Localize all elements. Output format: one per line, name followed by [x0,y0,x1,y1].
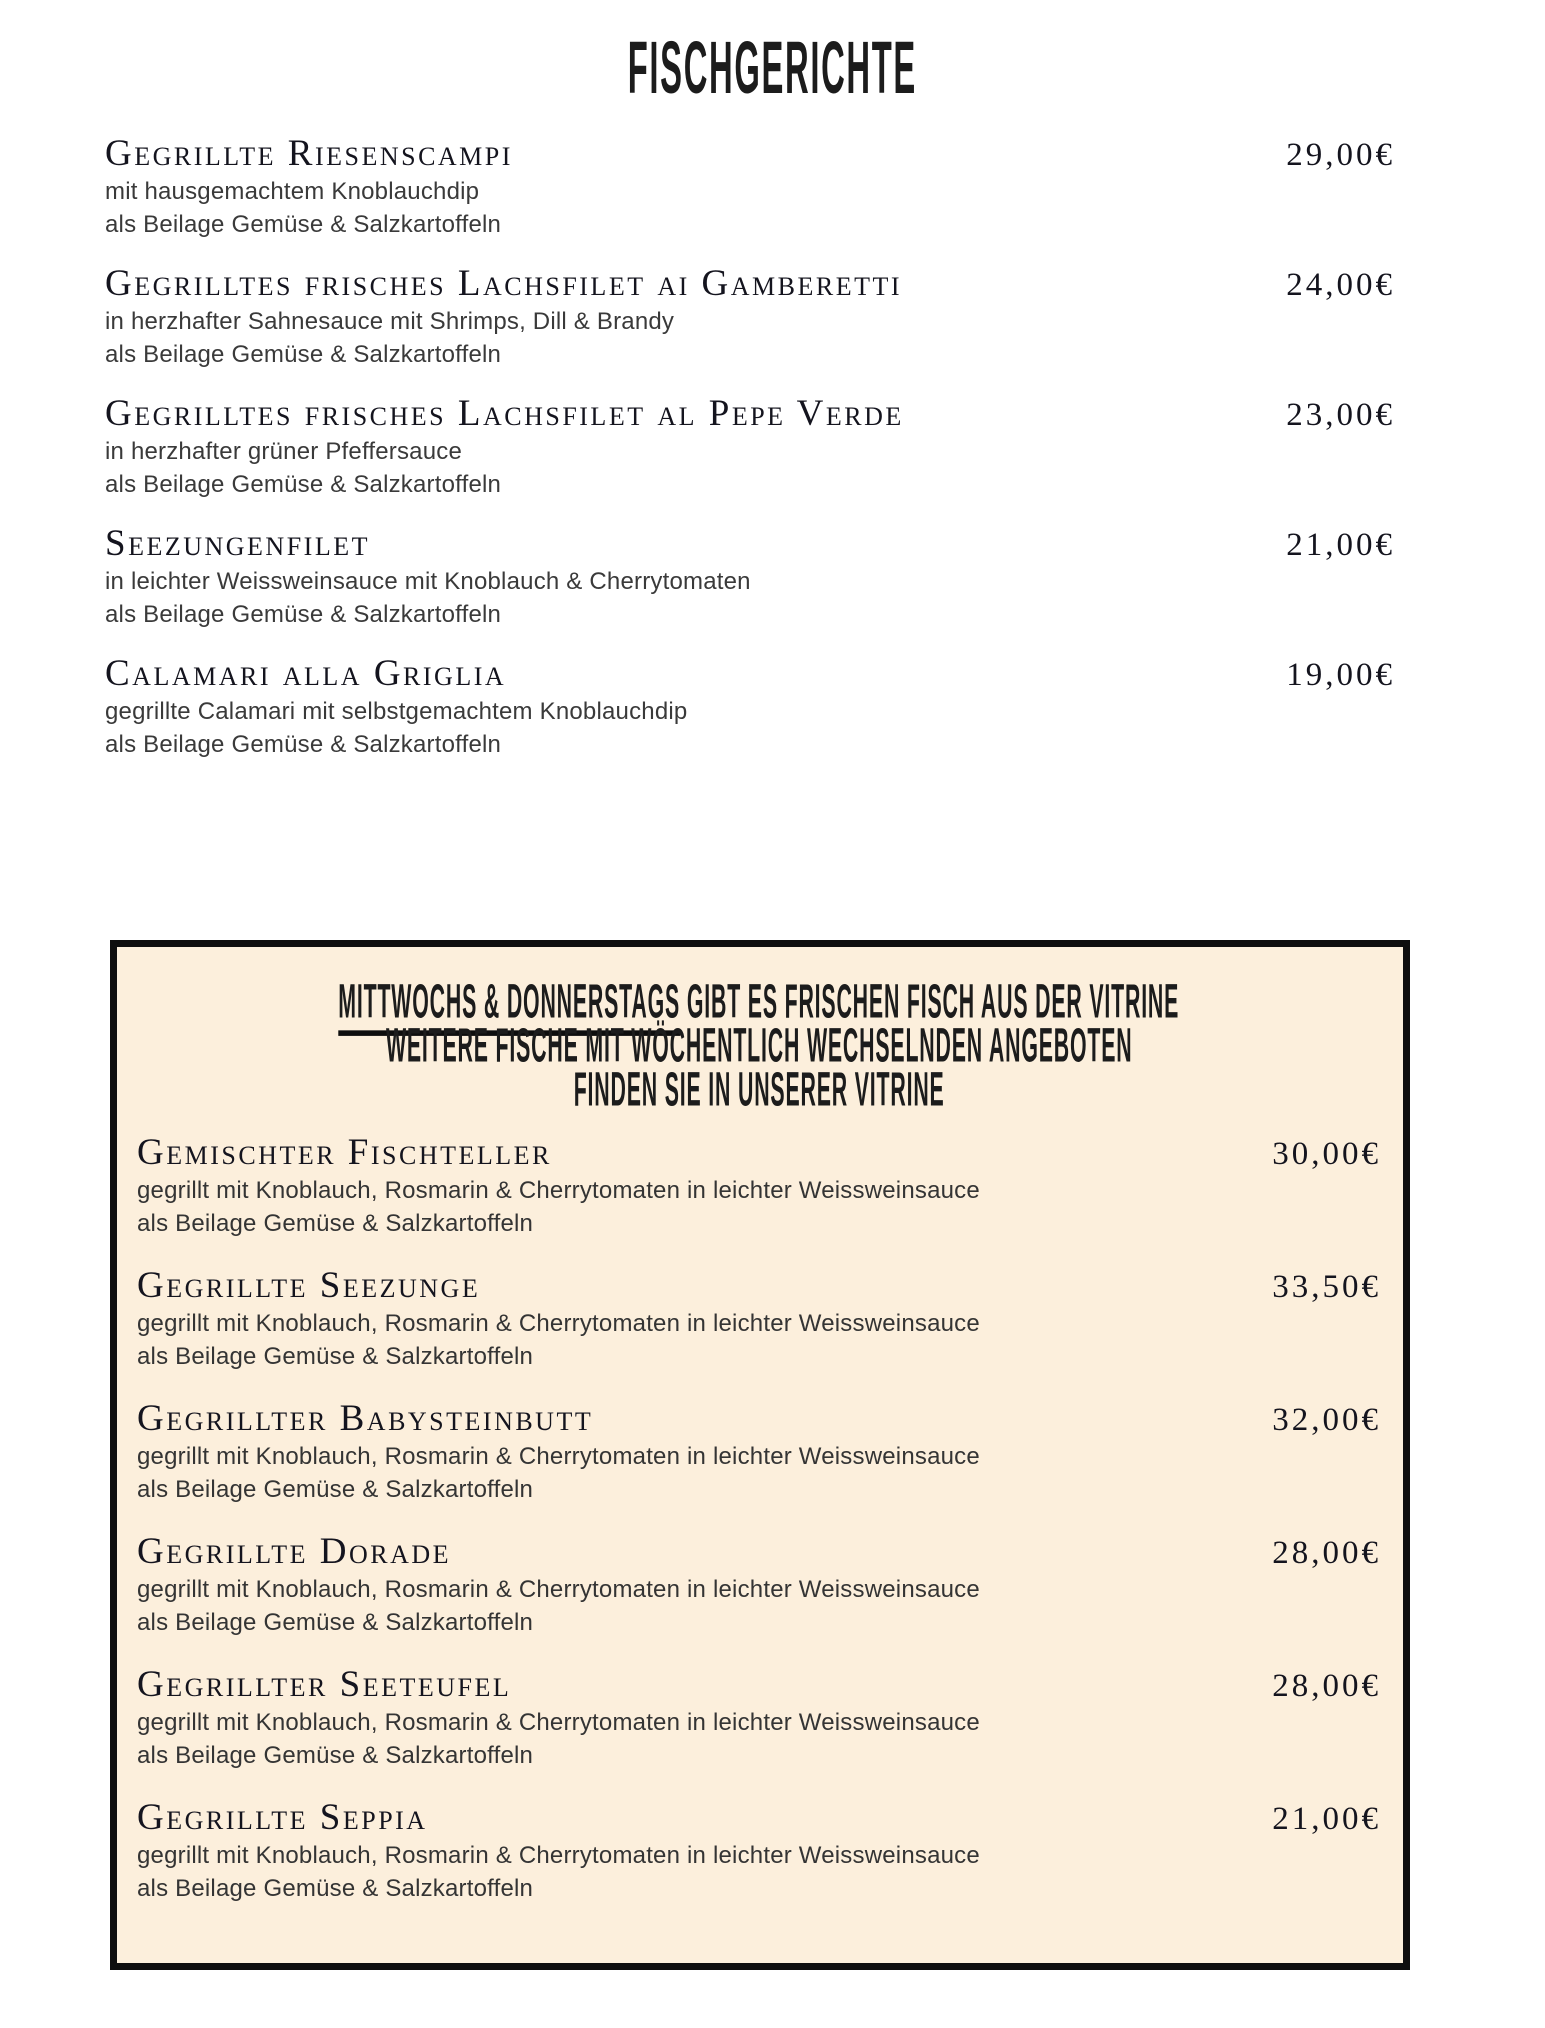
item-name: Gegrilltes frisches Lachsfilet ai Gamberetti [105,263,902,304]
menu-item [105,522,1395,631]
item-head [105,392,1395,435]
item-description-line: in herzhafter grüner Pfeffersauce [105,438,463,465]
item-description-line: gegrillt mit Knoblauch, Rosmarin & Cherrytomaten in leichter Weissweinsauce [137,1709,980,1736]
item-side-line: als Beilage Gemüse & Salzkartoffeln [105,341,502,368]
item-side-line: als Beilage Gemüse & Salzkartoffeln [137,1609,534,1636]
item-name: Gegrillte Dorade [137,1531,452,1572]
item-side-line: als Beilage Gemüse & Salzkartoffeln [137,1210,534,1237]
specials-header-line1 [137,973,1381,1029]
item-head [137,1663,1381,1706]
item-price: 29,00€ [1286,137,1395,173]
item-price: 23,00€ [1286,397,1395,433]
specials-header [137,973,1381,1117]
item-head [137,1796,1381,1839]
item-name: Seezungenfilet [105,523,370,564]
item-description-line: in leichter Weissweinsauce mit Knoblauch & Cherrytomaten [105,568,751,595]
item-head [137,1397,1381,1440]
item-description-line: gegrillt mit Knoblauch, Rosmarin & Cherrytomaten in leichter Weissweinsauce [137,1177,980,1204]
item-price: 24,00€ [1286,267,1395,303]
item-side-line: als Beilage Gemüse & Salzkartoffeln [137,1476,534,1503]
item-name: Gegrilltes frisches Lachsfilet al Pepe Verde [105,393,904,434]
item-price: 21,00€ [1286,527,1395,563]
menu-item [137,1530,1381,1639]
item-side-line: als Beilage Gemüse & Salzkartoffeln [105,601,502,628]
menu-item [137,1663,1381,1772]
item-price: 28,00€ [1272,1668,1381,1704]
item-description-line: gegrillt mit Knoblauch, Rosmarin & Cherrytomaten in leichter Weissweinsauce [137,1576,980,1603]
item-price: 33,50€ [1272,1269,1381,1305]
item-description-line: gegrillt mit Knoblauch, Rosmarin & Cherrytomaten in leichter Weissweinsauce [137,1443,980,1470]
page-title-area [0,28,1545,118]
item-head [105,262,1395,305]
item-price: 30,00€ [1272,1136,1381,1172]
item-head [105,522,1395,565]
item-price: 32,00€ [1272,1402,1381,1438]
item-side-line: als Beilage Gemüse & Salzkartoffeln [137,1742,534,1769]
item-name: Gegrillter Babysteinbutt [137,1398,594,1439]
item-name: Gemischter Fischteller [137,1132,552,1173]
menu-item [105,262,1395,371]
item-price: 28,00€ [1272,1535,1381,1571]
menu-item [105,132,1395,241]
item-price: 21,00€ [1272,1801,1381,1837]
specials-items [137,1131,1381,1905]
item-name: Gegrillte Seppia [137,1797,428,1838]
item-description-line: mit hausgemachtem Knoblauchdip [105,178,480,205]
item-side-line: als Beilage Gemüse & Salzkartoffeln [105,471,502,498]
main-menu-section [105,132,1395,761]
item-side-line: als Beilage Gemüse & Salzkartoffeln [137,1343,534,1370]
specials-days-underlined: MITTWOCHS & DONNERSTAGS [339,973,681,1036]
item-head [105,132,1395,175]
item-price: 19,00€ [1286,657,1395,693]
item-description-line: gegrillte Calamari mit selbstgemachtem Knoblauchdip [105,698,688,725]
item-head [137,1264,1381,1307]
menu-item [137,1397,1381,1506]
menu-item [137,1131,1381,1240]
menu-item [105,392,1395,501]
item-side-line: als Beilage Gemüse & Salzkartoffeln [105,731,502,758]
item-name: Calamari alla Griglia [105,653,507,694]
item-head [105,652,1395,695]
item-name: Gegrillte Seezunge [137,1265,481,1306]
menu-item [105,652,1395,761]
item-name: Gegrillter Seeteufel [137,1664,512,1705]
menu-item [137,1264,1381,1373]
specials-header-line1-rest: GIBT ES FRISCHEN FISCH AUS DER VITRINE [680,973,1180,1029]
specials-header-line2: WEITERE FISCHE MIT WÖCHENTLICH WECHSELNDEN ANGEBOTEN [385,1017,1133,1073]
item-name: Gegrillte Riesenscampi [105,133,513,174]
item-description-line: gegrillt mit Knoblauch, Rosmarin & Cherrytomaten in leichter Weissweinsauce [137,1310,980,1337]
item-side-line: als Beilage Gemüse & Salzkartoffeln [137,1875,534,1902]
page-title: FISCHGERICHTE [627,28,918,110]
item-side-line: als Beilage Gemüse & Salzkartoffeln [105,211,502,238]
item-head [137,1131,1381,1174]
specials-box [110,940,1410,1970]
item-description-line: gegrillt mit Knoblauch, Rosmarin & Cherrytomaten in leichter Weissweinsauce [137,1842,980,1869]
item-description-line: in herzhafter Sahnesauce mit Shrimps, Dill & Brandy [105,308,675,335]
specials-header-line3: FINDEN SIE IN UNSERER VITRINE [573,1061,945,1117]
menu-item [137,1796,1381,1905]
item-head [137,1530,1381,1573]
